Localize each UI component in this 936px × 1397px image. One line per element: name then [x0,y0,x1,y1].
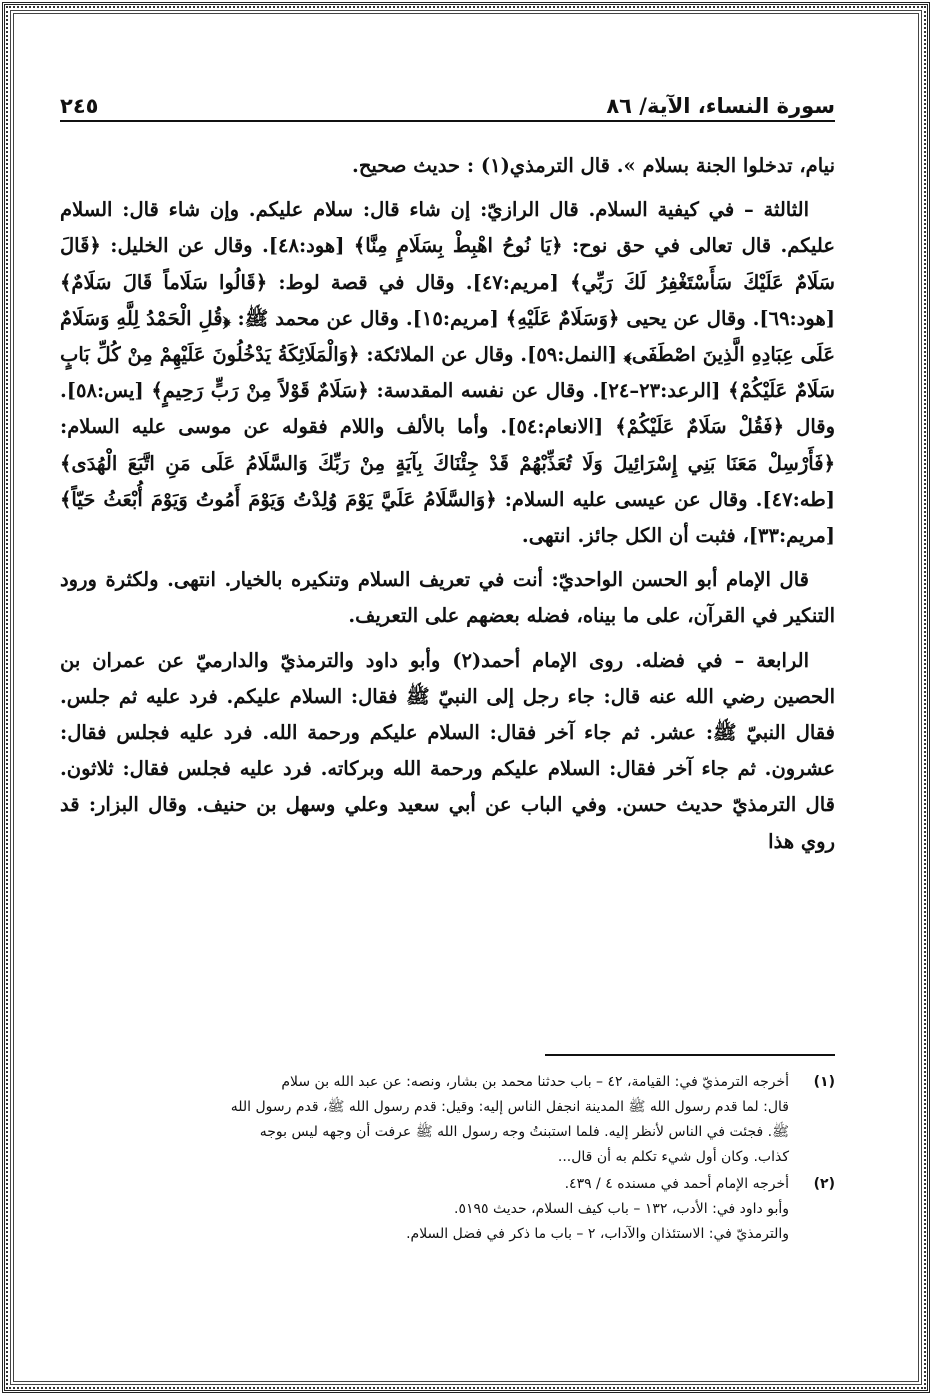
header-rule [60,120,835,122]
footnote-number: (٢) [813,1176,835,1192]
paragraph-fourth-point: الرابعة – في فضله. روى الإمام أحمد(٢) وأبو داود والترمذيّ والدارميّ عن عمران بن الحصين رضي الله عنه قال: جاء رجل إلى النبيّ ﷺ فقال: السلام عليكم. فرد عليه ثم جلس. فقال النبيّ ﷺ: عشر. ثم جاء آخر فقال: السلام عليكم ورحمة الله. فرد عليه فجلس فقال: عشرون. ثم جاء آخر فقال: السلام عليكم ورحمة الله وبركاته. فرد عليه فجلس فقال: ثلاثون. قال الترمذيّ حديث حسن. وفي الباب عن أبي سعيد وعلي وسهل بن حنيف. وقال البزار: قد روي هذا [60,648,835,853]
footnote-number: (١) [813,1074,835,1090]
paragraph-wahidi-quote: قال الإمام أبو الحسن الواحديّ: أنت في تعريف السلام وتنكيره بالخيار. انتهى. ولكثرة ورود التنكير في القرآن، على ما بيناه، فضله بعضهم على التعريف. [60,568,835,628]
footnote-line: والترمذيّ في: الاستئذان والآداب، ٢ – باب ما ذكر في فضل السلام. [406,1226,789,1242]
footnotes [60,1070,835,1249]
footnote-line: كذاب. وكان أول شيء تكلم به أن قال... [557,1149,789,1165]
chapter-title: سورة النساء، الآية/ ٨٦ [606,94,835,118]
page-number: ٢٤٥ [60,94,99,118]
footnote-line: قال: لما قدم رسول الله ﷺ المدينة انجفل الناس إليه: وقيل: قدم رسول الله ﷺ، قدم رسول الله [230,1099,789,1115]
footnote-text [60,1070,789,1170]
book-page [60,60,835,1350]
main-text [60,148,835,868]
footnote-line: وأبو داود في: الأدب، ١٣٢ – باب كيف السلام، حديث ٥١٩٥. [454,1201,789,1217]
footnote-line: أخرجه الإمام أحمد في مسنده ٤ / ٤٣٩. [564,1176,789,1192]
footnote-separator [545,1054,835,1056]
footnote-1 [60,1070,835,1170]
footnote-2 [60,1172,835,1247]
footnote-text [60,1172,789,1247]
paragraph-continuation: نيام، تدخلوا الجنة بسلام ». قال الترمذي(١) : حديث صحيح. [352,154,835,177]
footnote-line: أخرجه الترمذيّ في: القيامة، ٤٢ – باب حدثنا محمد بن بشار، ونصه: عن عبد الله بن سلام [281,1074,789,1090]
footnote-line: ﷺ. فجئت في الناس لأنظر إليه. فلما استبنتُ وجه رسول الله ﷺ عرفت أن وجهه ليس بوجه [259,1124,789,1140]
running-header [60,78,835,118]
paragraph-third-point: الثالثة – في كيفية السلام. قال الرازيّ: إن شاء قال: سلام عليكم. وإن شاء قال: السلام عليكم. قال تعالى في حق نوح: ﴿يَا نُوحُ اهْبِطْ بِسَلَامٍ مِنَّا﴾ [هود:٤٨]. وقال عن الخليل: ﴿قَالَ سَلَامٌ عَلَيْكَ سَأَسْتَغْفِرُ لَكَ رَبِّي﴾ [مريم:٤٧]. وقال في قصة لوط: ﴿قَالُوا سَلَاماً قَالَ سَلَامٌ﴾ [هود:٦٩]. وقال عن يحيى ﴿وَسَلَامٌ عَلَيْهِ﴾ [مريم:١٥]. وقال عن محمد ﷺ: ﴿قُلِ الْحَمْدُ لِلَّهِ وَسَلَامٌ عَلَى عِبَادِهِ الَّذِينَ اصْطَفَى﴾ [النمل:٥٩]. وقال عن الملائكة: ﴿وَالْمَلَائِكَةُ يَدْخُلُونَ عَلَيْهِمْ مِنْ كُلِّ بَابٍ سَلَامٌ عَلَيْكُمْ﴾ [الرعد:٢٣–٢٤]. وقال عن نفسه المقدسة: ﴿سَلَامٌ قَوْلاً مِنْ رَبٍّ رَحِيمٍ﴾ [يس:٥٨]. وقال ﴿فَقُلْ سَلَامٌ عَلَيْكُمْ﴾ [الانعام:٥٤]. وأما بالألف واللام فقوله عن موسى عليه السلام: ﴿فَأَرْسِلْ مَعَنَا بَنِي إِسْرَائِيلَ وَلَا تُعَذِّبْهُمْ قَدْ جِئْنَاكَ بِآيَةٍ مِنْ رَبِّكَ وَالسَّلَامُ عَلَى مَنِ اتَّبَعَ الْهُدَى﴾ [طه:٤٧]. وقال عن عيسى عليه السلام: ﴿وَالسَّلَامُ عَلَيَّ يَوْمَ وُلِدْتُ وَيَوْمَ أَمُوتُ وَيَوْمَ أُبْعَثُ حَيّاً﴾ [مريم:٣٣]، فثبت أن الكل جائز. انتهى. [60,198,836,548]
